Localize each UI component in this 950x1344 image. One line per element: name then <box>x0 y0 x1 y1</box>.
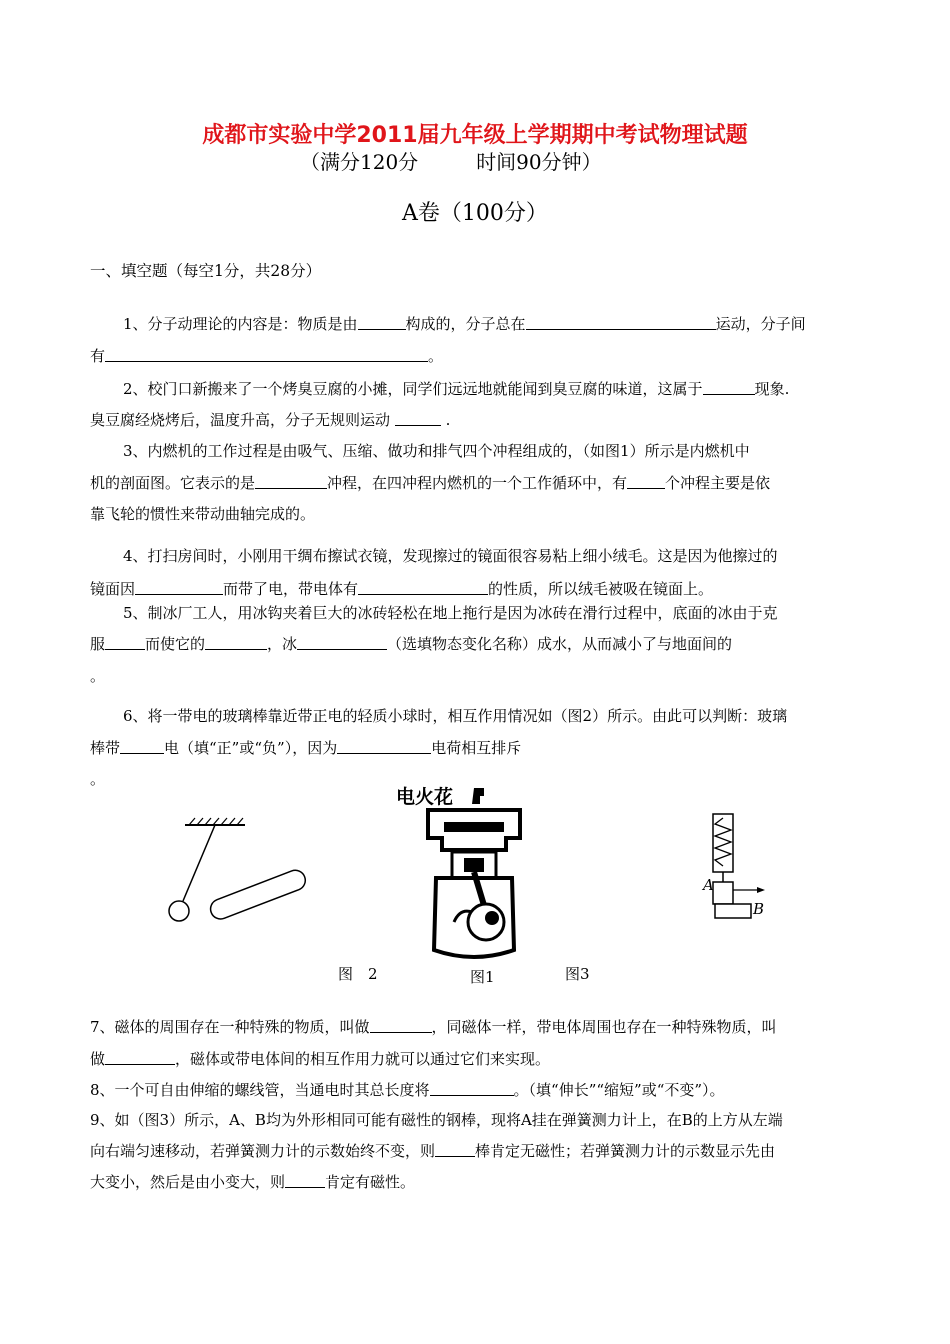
q3-line1: 3、内燃机的工作过程是由吸气、压缩、做功和排气四个冲程组成的，（如图1）所示是内燃机中 <box>123 442 750 460</box>
q1-line1 <box>123 313 806 334</box>
q2-blank1[interactable] <box>703 380 755 395</box>
q1-text: 运动，分子间 <box>715 315 806 333</box>
q3-blank1[interactable] <box>255 474 327 489</box>
q7-text: 7、磁体的周围存在一种特殊的物质，叫做 <box>90 1018 370 1036</box>
q9-text: 棒肯定无磁性；若弹簧测力计的示数显示先由 <box>475 1142 776 1160</box>
q2-line1 <box>123 378 789 399</box>
q5-text: （选填物态变化名称）成水，从而减小了与地面间的 <box>387 635 733 653</box>
q9-line3 <box>90 1171 415 1192</box>
q5-blank1[interactable] <box>105 635 145 650</box>
figure2-pendulum <box>165 815 325 930</box>
q3-blank2[interactable] <box>627 474 665 489</box>
figure1-engine <box>414 782 534 962</box>
q5-blank2[interactable] <box>205 635 267 650</box>
q9-text: 大变小，然后是由小变大，则 <box>90 1173 286 1191</box>
q7-line2 <box>90 1048 550 1069</box>
q3-text: 机的剖面图。它表示的是 <box>90 474 256 492</box>
q7-text: 做 <box>90 1050 106 1068</box>
q6-line2 <box>90 737 521 758</box>
exam-time: 时间90分钟） <box>476 150 602 174</box>
q1-text: 1、分子动理论的内容是：物质是由 <box>123 315 358 333</box>
q4-line2 <box>90 578 713 599</box>
q1-blank2[interactable] <box>526 315 716 330</box>
q8-text: 8、一个可自由伸缩的螺线管，当通电时其总长度将 <box>90 1081 430 1099</box>
q1-blank1[interactable] <box>358 315 406 330</box>
q9-text: 肯定有磁性。 <box>325 1173 416 1191</box>
q4-text: 镜面因 <box>90 580 136 598</box>
q4-blank2[interactable] <box>358 580 488 595</box>
q2-text: 现象. <box>754 380 790 398</box>
q2-text: . <box>445 411 451 429</box>
section-a-heading: A卷（100分） <box>402 201 548 226</box>
q5-line1: 5、制冰厂工人，用冰钩夹着巨大的冰砖轻松在地上拖行是因为冰砖在滑行过程中，底面的冰由于克 <box>123 604 778 622</box>
exam-title: 成都市实验中学2011届九年级上学期期中考试物理试题 <box>202 123 748 148</box>
q7-text: ，同磁体一样，带电体周围也存在一种特殊物质，叫 <box>431 1018 777 1036</box>
q6-line1: 6、将一带电的玻璃棒靠近带正电的轻质小球时，相互作用情况如（图2）所示。由此可以判断：玻璃 <box>123 707 788 725</box>
q7-blank2[interactable] <box>105 1050 175 1065</box>
q2-line2 <box>90 409 450 430</box>
q4-blank1[interactable] <box>135 580 223 595</box>
q7-line1 <box>90 1016 777 1037</box>
q3-text: 冲程，在四冲程内燃机的一个工作循环中，有 <box>327 474 628 492</box>
q2-text: 2、校门口新搬来了一个烤臭豆腐的小摊，同学们远远地就能闻到臭豆腐的味道，这属于 <box>123 380 703 398</box>
q4-text: 的性质，所以绒毛被吸在镜面上。 <box>488 580 714 598</box>
q5-line2 <box>90 633 732 654</box>
figure1-caption: 图1 <box>470 968 495 986</box>
q6-text: 电（填“正”或“负”），因为 <box>164 739 338 757</box>
q6-text: 棒带 <box>90 739 121 757</box>
figure2-caption: 图 2 <box>338 965 378 983</box>
q1-text: 有 <box>90 347 106 365</box>
q6-blank1[interactable] <box>120 739 164 754</box>
q3-text: 个冲程主要是依 <box>665 474 771 492</box>
figure3-label-a: A <box>703 876 714 894</box>
q5-blank3[interactable] <box>297 635 387 650</box>
engine-spark-label: 电火花 <box>396 786 454 808</box>
figure3-caption: 图3 <box>565 965 590 983</box>
q1-text: 。 <box>428 347 444 365</box>
q3-line3: 靠飞轮的惯性来带动曲轴完成的。 <box>90 505 316 523</box>
q7-blank1[interactable] <box>370 1018 432 1033</box>
q5-line3: 。 <box>90 667 106 685</box>
q9-line1: 9、如（图3）所示，A、B均为外形相同可能有磁性的钢棒，现将A挂在弹簧测力计上，在B的上方从左端 <box>90 1111 783 1129</box>
figure3-spring-scale <box>695 812 785 924</box>
q4-text: 而带了电，带电体有 <box>223 580 359 598</box>
q5-text: 而使它的 <box>145 635 206 653</box>
q6-line3: 。 <box>90 770 106 788</box>
q7-text: ，磁体或带电体间的相互作用力就可以通过它们来实现。 <box>175 1050 551 1068</box>
q8-blank1[interactable] <box>430 1081 514 1096</box>
exam-subtitle <box>300 146 602 175</box>
q6-text: 电荷相互排斥 <box>431 739 522 757</box>
q1-text: 构成的，分子总在 <box>405 315 526 333</box>
q2-blank2[interactable] <box>395 411 441 426</box>
q9-line2 <box>90 1140 775 1161</box>
q9-text: 向右端匀速移动，若弹簧测力计的示数始终不变，则 <box>90 1142 436 1160</box>
q2-text: 臭豆腐经烧烤后，温度升高，分子无规则运动 <box>90 411 391 429</box>
q5-text: ，冰 <box>267 635 298 653</box>
section-1-heading: 一、填空题（每空1分，共28分） <box>90 262 322 280</box>
q9-blank2[interactable] <box>285 1173 325 1188</box>
q4-line1: 4、打扫房间时，小刚用干绸布擦试衣镜，发现擦过的镜面很容易粘上细小绒毛。这是因为他擦过的 <box>123 547 778 565</box>
q5-text: 服 <box>90 635 106 653</box>
score-total: （满分120分 <box>300 150 419 174</box>
q1-blank3[interactable] <box>105 347 428 362</box>
figure3-label-b: B <box>753 900 765 918</box>
q6-blank2[interactable] <box>337 739 431 754</box>
q3-line2 <box>90 472 770 493</box>
q8-line1 <box>90 1079 725 1100</box>
q1-line2 <box>90 345 443 366</box>
q9-blank1[interactable] <box>435 1142 475 1157</box>
q8-text: 。（填“伸长”“缩短”或“不变”）。 <box>513 1081 725 1099</box>
